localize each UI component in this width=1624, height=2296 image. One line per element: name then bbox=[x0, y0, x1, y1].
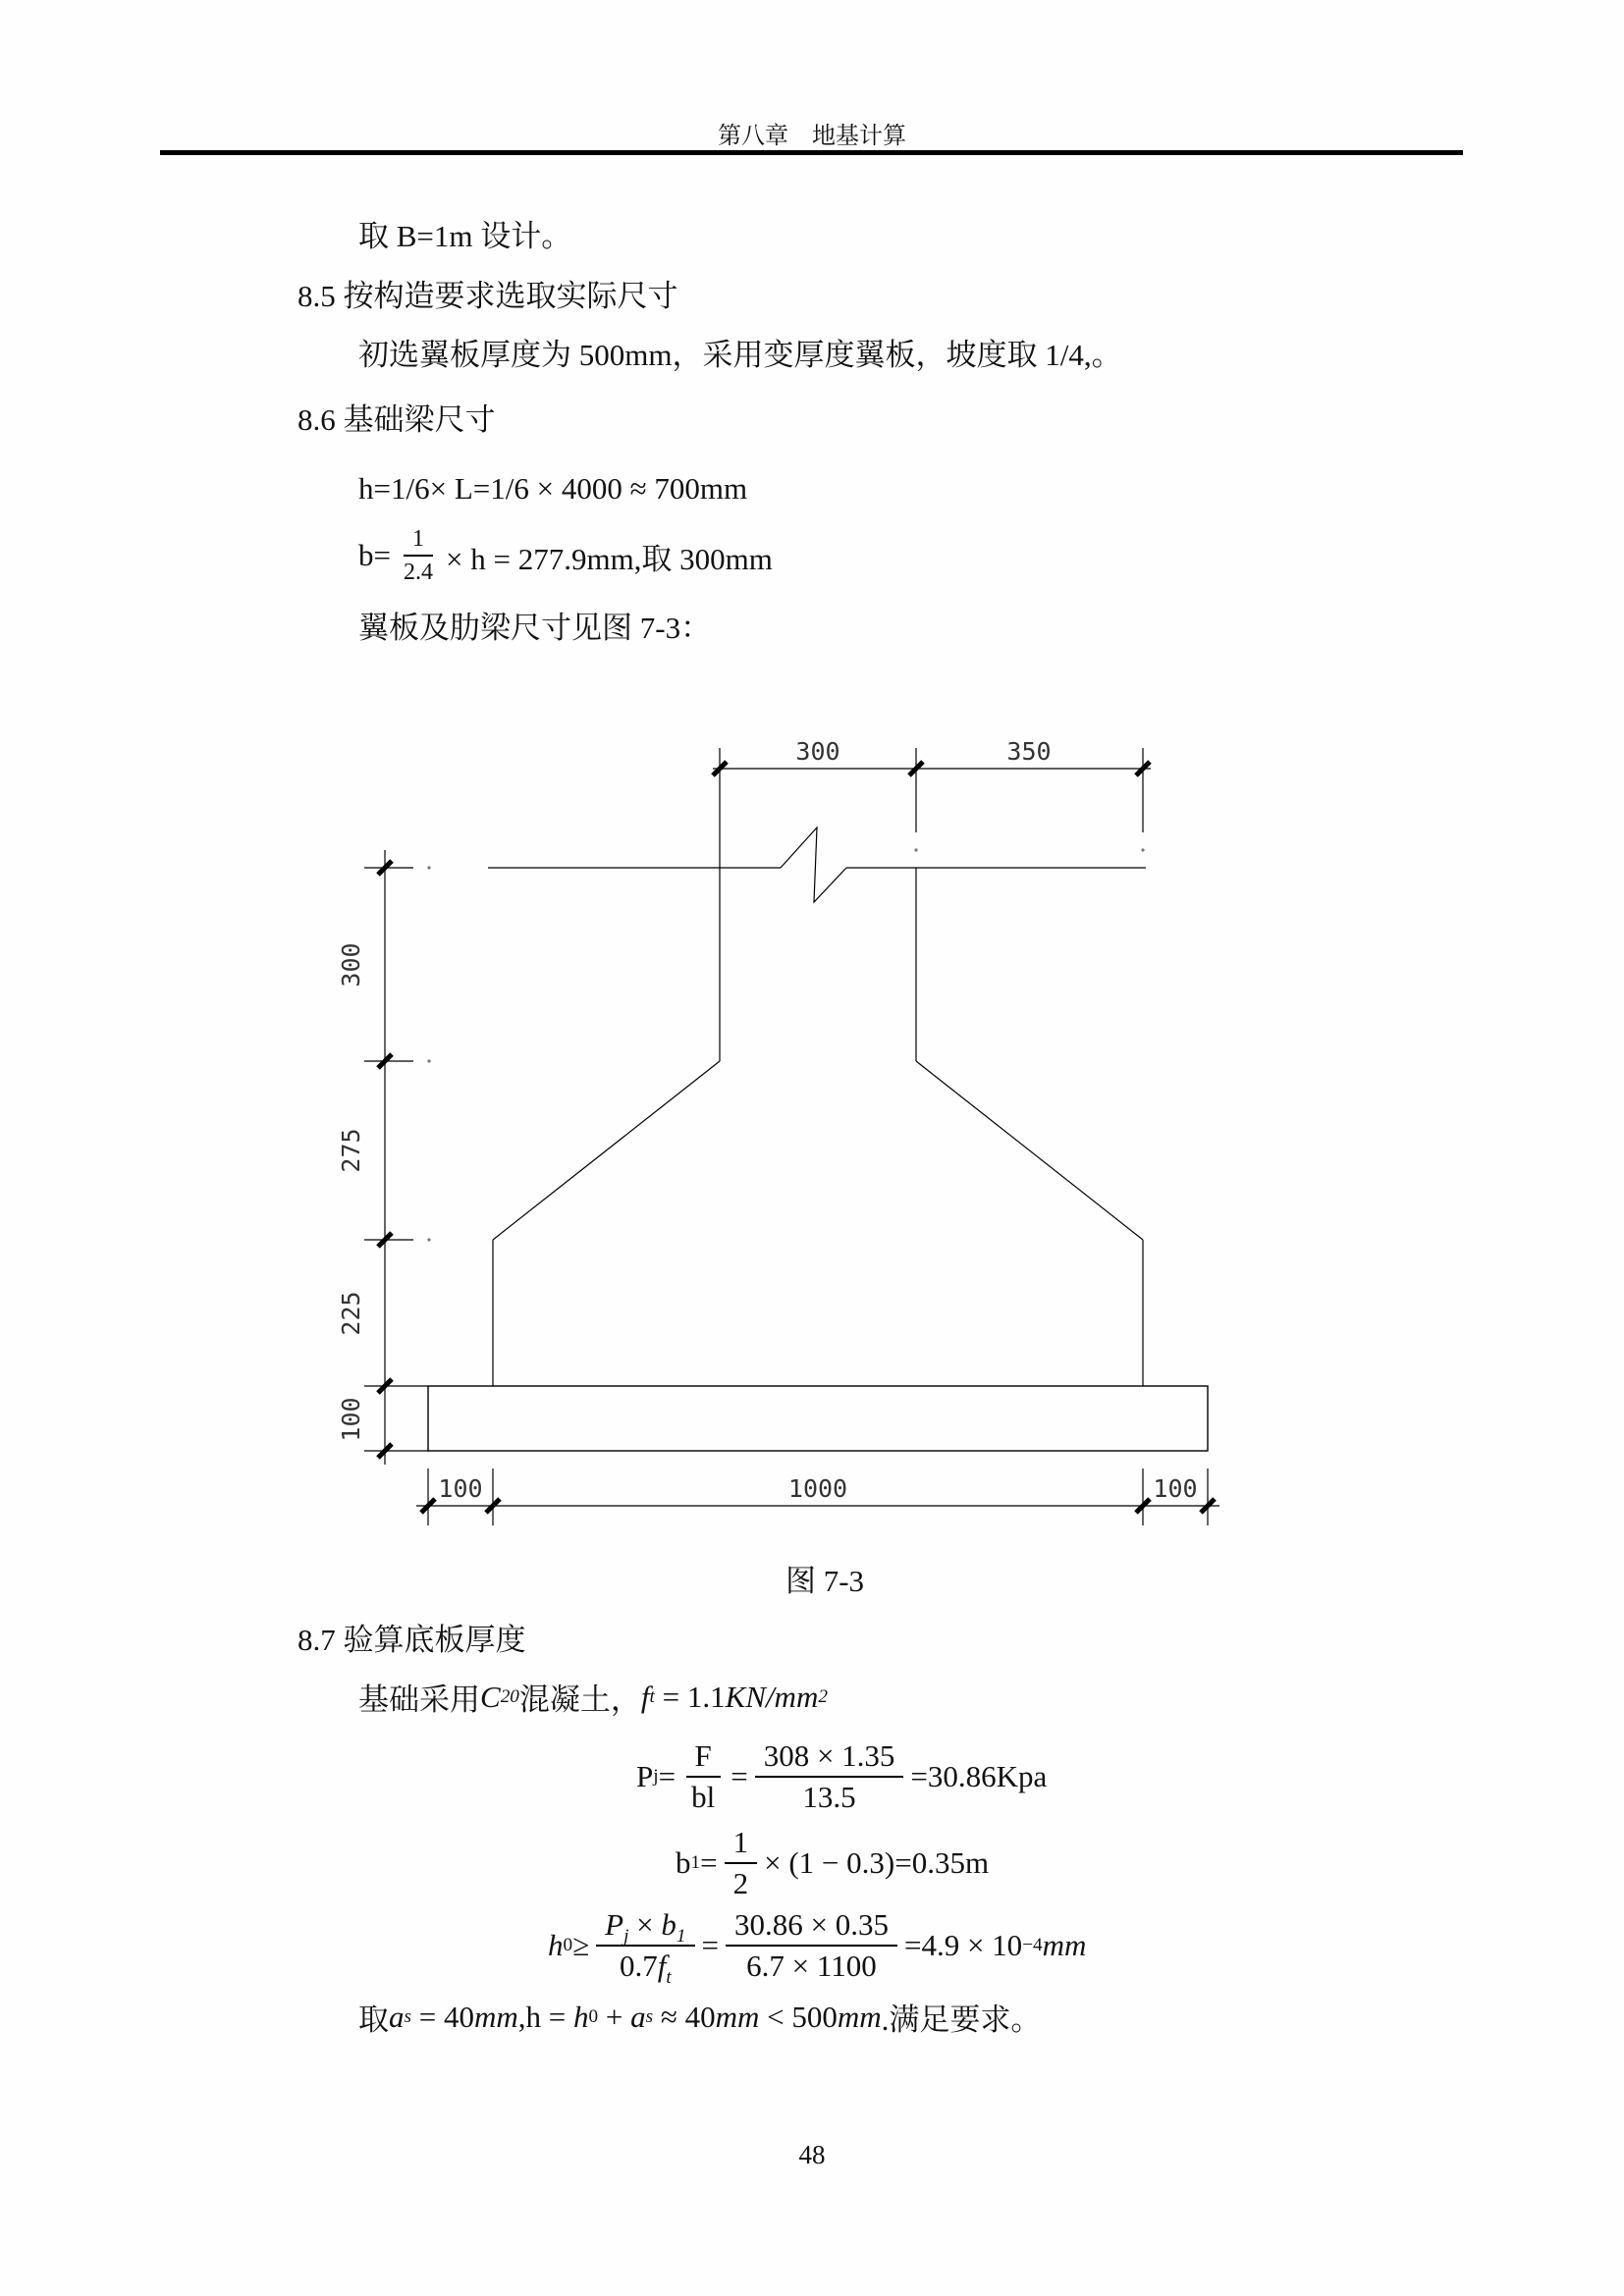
fraction-1-over-2-4 bbox=[395, 526, 442, 586]
var-b1-sub: 1 bbox=[676, 1926, 686, 1948]
formula-b bbox=[358, 526, 773, 586]
denominator-2: 2 bbox=[732, 1866, 749, 1901]
equals: = bbox=[701, 1928, 719, 1963]
times: × bbox=[628, 1907, 662, 1942]
header-rule bbox=[160, 150, 1463, 155]
conclusion-line: 取 a s = 40 mm ,h = h 0 + a s ≈ 40 mm < 500 mm .满足要求。 bbox=[358, 1995, 1041, 2039]
formula-b1: b 1 = $\frac{1}{2}$ × (1 − 0.3) = 0.35m bbox=[676, 1825, 990, 1901]
unit-mm-1: mm bbox=[473, 1999, 518, 2034]
intro-text-3: = 1.1 bbox=[654, 1679, 726, 1714]
fraction-denominator: 2.4 bbox=[403, 560, 433, 586]
unit-kn-mm: KN/mm bbox=[725, 1679, 819, 1714]
var-as-2: a bbox=[630, 1999, 646, 2034]
equals: = bbox=[903, 1928, 922, 1963]
numerator-308: 308 × 1.35 bbox=[755, 1739, 904, 1778]
section-8-6-heading: 8.6 基础梁尺寸 bbox=[298, 402, 496, 437]
text-satisfies: .满足要求。 bbox=[881, 2002, 1042, 2037]
var-b1: b bbox=[661, 1907, 677, 1942]
equals: = bbox=[658, 1759, 677, 1794]
dim-label-top-300: 300 bbox=[795, 737, 840, 766]
denominator-13-5: 13.5 bbox=[802, 1780, 856, 1815]
text-h-eq: ,h = bbox=[517, 1999, 573, 2034]
result-unit-mm: mm bbox=[1042, 1928, 1087, 1963]
var-ft: f bbox=[657, 1949, 667, 1984]
paragraph-take-b: 取 B=1m 设计。 bbox=[358, 219, 572, 253]
intro-text: 基础采用 bbox=[358, 1682, 480, 1717]
dim-label-top-350: 350 bbox=[1006, 737, 1052, 766]
left-dimension-chain bbox=[364, 850, 431, 1465]
formula-h0: h 0 ≥ $\frac{P_j \times b_1}{0.7f_t}$ = $\frac{30.86 \times 0.35}{6.7 \times 1100}$ = 4.9 × 10 −4 mm bbox=[548, 1907, 1087, 1989]
var-b1: b bbox=[676, 1845, 691, 1881]
formula-b-suffix: × h = 277.9mm,取 300mm bbox=[445, 541, 773, 576]
unit-mm-3: mm bbox=[837, 1999, 882, 2034]
equals: = bbox=[731, 1759, 748, 1794]
dim-label-left-275: 275 bbox=[337, 1128, 365, 1173]
var-h0: h bbox=[548, 1928, 564, 1963]
ground-line bbox=[488, 828, 1146, 902]
result-0-35m: 0.35m bbox=[911, 1845, 990, 1881]
var-P: P bbox=[636, 1759, 654, 1794]
dim-label-bottom-100-left: 100 bbox=[438, 1474, 483, 1503]
times-1-minus-03: × (1 − 0.3) bbox=[764, 1845, 895, 1881]
var-Pj: P bbox=[605, 1907, 624, 1942]
dim-label-left-300: 300 bbox=[337, 942, 365, 988]
var-ft: f bbox=[640, 1679, 650, 1714]
fraction-3086-035-over-67-1100 bbox=[726, 1908, 897, 1983]
dim-label-left-225: 225 bbox=[337, 1291, 365, 1336]
formula-h: h=1/6× L=1/6 × 4000 ≈ 700mm bbox=[358, 471, 748, 506]
text-approx-40: ≈ 40 bbox=[653, 1999, 716, 2034]
break-symbol bbox=[781, 828, 846, 902]
fraction-pjb1-over-07ft bbox=[596, 1907, 694, 1989]
numerator-pj-b1 bbox=[596, 1908, 694, 1947]
equals: = bbox=[894, 1845, 912, 1881]
fraction-F-over-bl bbox=[682, 1739, 724, 1814]
unit-mm-2: mm bbox=[715, 1999, 760, 2034]
var-ft-sub: t bbox=[666, 1967, 672, 1989]
denominator-bl: bl bbox=[691, 1780, 716, 1815]
section-8-7-intro: 基础采用 C 20 混凝土， f t = 1.1 KN/mm 2 bbox=[358, 1675, 828, 1719]
fraction-308-135-over-135 bbox=[755, 1739, 904, 1814]
numerator-30-86: 30.86 × 0.35 bbox=[726, 1908, 897, 1947]
foundation-outline bbox=[493, 868, 1143, 1386]
denominator-07-ft bbox=[611, 1947, 680, 1989]
formula-b-prefix: b= bbox=[358, 538, 391, 573]
section-8-5-body: 初选翼板厚度为 500mm，采用变厚度翼板，坡度取 1/4,。 bbox=[358, 338, 1122, 372]
fraction-numerator: 1 bbox=[404, 526, 433, 557]
equals: = bbox=[910, 1759, 928, 1794]
text-eq-40: = 40 bbox=[410, 1999, 474, 2034]
dim-label-left-100: 100 bbox=[337, 1397, 365, 1442]
concrete-bedding-slab bbox=[428, 1386, 1208, 1451]
section-8-7-heading: 8.7 验算底板厚度 bbox=[298, 1623, 526, 1657]
fraction-1-over-2 bbox=[725, 1826, 758, 1900]
page-header-title: 第八章 地基计算 bbox=[718, 124, 906, 149]
numerator-F: F bbox=[686, 1739, 721, 1778]
greater-equal: ≥ bbox=[572, 1928, 590, 1963]
section-8-5-heading: 8.5 按构造要求选取实际尺寸 bbox=[298, 279, 678, 313]
var-C: C bbox=[480, 1679, 501, 1714]
text-qu: 取 bbox=[358, 2002, 389, 2037]
result-4-9-10: 4.9 × 10 bbox=[921, 1928, 1023, 1963]
page-number: 48 bbox=[798, 2140, 826, 2169]
var-Pj-sub: j bbox=[623, 1926, 629, 1948]
text-plus: + bbox=[598, 1999, 631, 2034]
text-lt-500: < 500 bbox=[759, 1999, 838, 2034]
result-30-86-kpa: 30.86Kpa bbox=[927, 1759, 1048, 1794]
coef-0-7: 0.7 bbox=[619, 1949, 658, 1984]
var-h0: h bbox=[572, 1999, 589, 2034]
dim-label-bottom-1000: 1000 bbox=[787, 1474, 848, 1503]
figure-7-3-drawing bbox=[334, 726, 1237, 1531]
top-dimension-chain bbox=[713, 748, 1151, 868]
figure-reference: 翼板及肋梁尺寸见图 7-3： bbox=[358, 611, 712, 645]
var-as: a bbox=[389, 1999, 405, 2034]
numerator-1: 1 bbox=[725, 1826, 758, 1864]
figure-caption: 图 7-3 bbox=[785, 1564, 865, 1598]
intro-text-2: 混凝土， bbox=[518, 1682, 641, 1717]
formula-pj: P j = $\frac{F}{bl}$ = $\frac{308 \times 1.35}{13.5}$ = 30.86Kpa bbox=[636, 1738, 1048, 1815]
dim-label-bottom-100-right: 100 bbox=[1153, 1474, 1198, 1503]
equals: = bbox=[700, 1845, 718, 1881]
denominator-6-7-1100: 6.7 × 1100 bbox=[746, 1949, 877, 1984]
